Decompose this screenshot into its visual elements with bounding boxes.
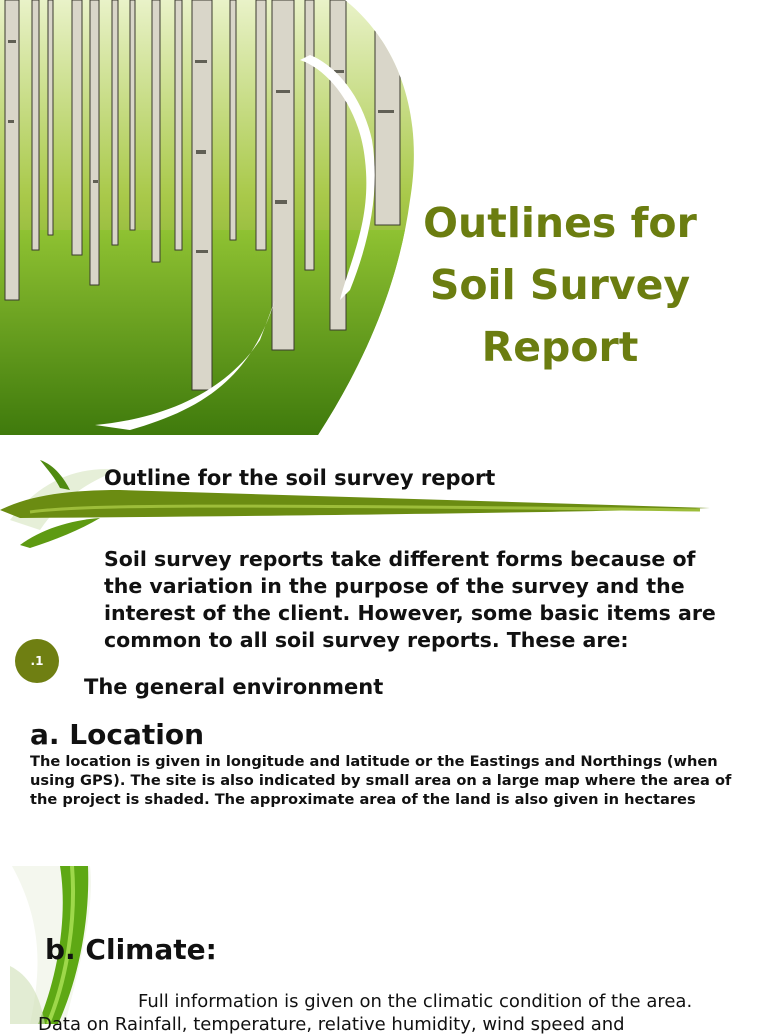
climate-heading: b. Climate: [45, 933, 217, 966]
forest-cover-image [0, 0, 420, 435]
section-number-badge [15, 639, 59, 683]
title-line-2: Soil Survey [429, 261, 691, 309]
title-line-3: Report [481, 323, 639, 371]
slide-title [405, 192, 715, 378]
section-number: .1 [30, 654, 44, 668]
general-environment-heading: The general environment [84, 675, 384, 699]
outline-heading: Outline for the soil survey report [104, 466, 496, 490]
location-text: The location is given in longitude and latitude or the Eastings and Northings (when using GPS). The site is also indicated by small area on a large map where the area of the project is shaded. The approximate area of the land is also given in hectares [30, 753, 732, 808]
intro-paragraph: Soil survey reports take different forms because of the variation in the purpose of the survey and the interest of the client. However, some basic items are common to all soil survey reports. These are: [104, 547, 716, 652]
location-heading: a. Location [30, 718, 205, 751]
climate-text: Full information is given on the climatic condition of the area. Data on Rainfall, temperature, relative humidity, wind speed and [38, 991, 693, 1035]
title-line-1: Outlines for [423, 199, 697, 247]
